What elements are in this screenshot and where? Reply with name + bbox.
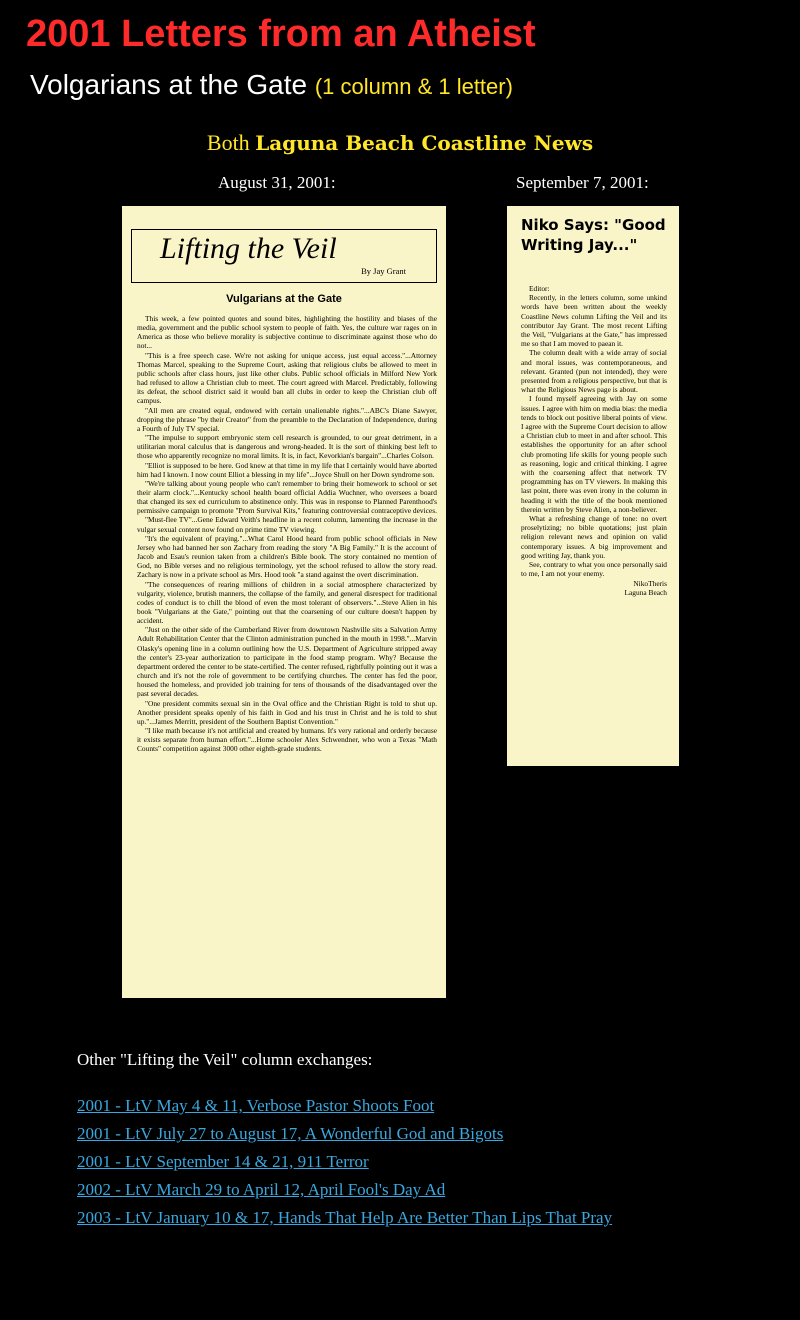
- column-paragraph: "We're talking about young people who can't remember to bring their homework to school or set their alarm clock."...Kentucky school health board official Addia Wuchner, who oversees a board that changed its sex ed curriculum to abstinence only. This was in response to Planned Parenthood's permissive campaign to promote "Prom Survival Kits," featuring controversial contraceptive devices.: [137, 478, 437, 516]
- column-paragraph: "The impulse to support embryonic stem cell research is grounded, to our great detriment, in a utilitarian moral calculus that is dangerous and wrong-headed. It is the sort of thinking best left to those who apparently recognize no moral limits. It is, in fact, Kevorkian's bargain"...Charles Colson.: [137, 433, 437, 461]
- letter-body: [521, 284, 667, 597]
- masthead-title: Lifting the Veil: [160, 232, 337, 265]
- letter-signature-name: NikoTheris: [633, 578, 667, 588]
- list-item: [77, 1179, 612, 1207]
- source-name: Laguna Beach Coastline News: [255, 131, 594, 155]
- exchanges-link-list: [77, 1095, 612, 1235]
- letter-paragraph: What a refreshing change of tone: no overt proselytizing; no bible quotations; just plain religion relevant news and opinion on valid contemporary issues. A big improvement and good writing Jay, thank you.: [521, 514, 667, 560]
- letter-headline: Niko Says: "Good Writing Jay...": [521, 216, 666, 254]
- column-body: [137, 314, 437, 754]
- column-paragraph: This week, a few pointed quotes and sound bites, highlighting the hostility and biases of the media, government and the public school system to people of faith. Yes, the culture war rages on in America as those who believe morality is subjective continue to discriminate against those who do not...: [137, 314, 437, 351]
- source-line: [0, 129, 800, 157]
- exchange-link-2001-september[interactable]: 2001 - LtV September 14 & 21, 911 Terror: [77, 1152, 369, 1171]
- date-right: September 7, 2001:: [516, 173, 649, 192]
- column-clipping: [122, 206, 446, 998]
- exchange-link-2002-march[interactable]: 2002 - LtV March 29 to April 12, April Fool's Day Ad: [77, 1180, 446, 1199]
- column-paragraph: "I like math because it's not artificial and created by humans. It's very rational and orderly because it exists separate from human effort."...Home schooler Alex Schwendner, who won a Texas "Math Counts" competition against 3000 other eighth-grade students.: [137, 726, 437, 754]
- letter-paragraph: The column dealt with a wide array of social and moral issues, was contemporaneous, and relevant. Granted (pun not intended), they were presented from a religious perspective, but that is what the Religious News page is about.: [521, 348, 667, 395]
- letter-signature-city: Laguna Beach: [624, 587, 667, 597]
- exchanges-heading: Other "Lifting the Veil" column exchanges:: [77, 1050, 373, 1069]
- exchange-link-2003-january[interactable]: 2003 - LtV January 10 & 17, Hands That Help Are Better Than Lips That Pray: [77, 1208, 613, 1227]
- list-item: [77, 1207, 612, 1235]
- column-paragraph: "This is a free speech case. We're not asking for unique access, just equal access."...Attorney Thomas Marcel, speaking to the Supreme Court, asking that religious clubs be allowed to meet in public schools after class hours, just like other clubs. Public school officials in Milford New York had refused to allow a Christian club to meet. The court agreed with Marcel. Predictably, following its defeat, the school district said it would ban all clubs in order to keep the Christian club off campus.: [137, 350, 437, 406]
- column-paragraph: "It's the equivalent of praying."...What Carol Hood heard from public school officials in New Jersey who had banned her son Zachary from reading the story "A Big Family." It is the account of Jacob and Esau's reunion taken from a children's Bible book. The story contained no mention of God, no Bible verses and no religious terminology, yet the school refused to allow the story read. Zachary is now in a private school as Mrs. Hood took "a stand against the overt discrimination.: [137, 533, 437, 580]
- subtitle-text: Volgarians at the Gate: [30, 69, 308, 100]
- source-prefix: Both: [206, 130, 250, 155]
- column-masthead: [131, 229, 437, 283]
- page-subtitle: [30, 68, 513, 104]
- column-paragraph: "Elliot is supposed to be here. God knew at that time in my life that I certainly would have aborted him had I known. I now count Elliot a blessing in my life"...Joyce Shull on her Down syndrome son.: [137, 460, 437, 479]
- list-item: [77, 1123, 612, 1151]
- letter-paragraph: Recently, in the letters column, some unkind words have been written about the weekly Coastline News column Lifting the Veil and its contributor Jay Grant. The most recent Lifting the Veil, "Vulgarians at the Gate," has impressed me so that I am moved to paean it.: [521, 293, 667, 349]
- column-headline: Vulgarians at the Gate: [226, 293, 342, 305]
- list-item: [77, 1151, 612, 1179]
- column-paragraph: "One president commits sexual sin in the Oval office and the Christian Right is told to shut up. Another president speaks openly of his faith in God and his trust in Christ and he is told to shut up."...James Merritt, president of the Southern Baptist Convention.": [137, 698, 437, 726]
- column-byline: By Jay Grant: [361, 266, 406, 276]
- column-paragraph: "All men are created equal, endowed with certain unalienable rights."...ABC's Diane Sawyer, dropping the phrase "by their Creator" from the preamble to the Declaration of Independence, during a Fourth of July TV special.: [137, 405, 437, 433]
- exchange-link-2001-may[interactable]: 2001 - LtV May 4 & 11, Verbose Pastor Shoots Foot: [77, 1096, 435, 1115]
- column-paragraph: "The consequences of rearing millions of children in a social atmosphere characterized by vulgarity, violence, brutish manners, the collapse of the family, and general disrespect for traditional codes of conduct is to chill the blood of even the most tolerant of observers."...Steve Alien in his book "Vulgarians at the Gate," pointing out that the coarsening of our culture doesn't happen by accident.: [137, 579, 437, 626]
- page-title: 2001 Letters from an Atheist: [26, 13, 536, 55]
- letter-paragraph: See, contrary to what you once personally said to me, I am not your enemy.: [521, 560, 667, 579]
- subtitle-note: (1 column & 1 letter): [314, 74, 513, 99]
- column-paragraph: "Must-flee TV"...Gene Edward Veith's headline in a recent column, lamenting the increase in the vulgar sexual content now found on prime time TV viewing.: [137, 515, 437, 534]
- letter-salutation: Editor:: [529, 284, 550, 293]
- letter-clipping: [507, 206, 679, 766]
- letter-paragraph: I found myself agreeing with Jay on some issues. I agree with him on media bias: the media tends to block out positive liberal points of view. I agree with the Supreme Court decision to allow a Christian club to meet in and after school. This establishes the opportunity for an after school club promoting life skills for young people such as reasoning, logic and critical thinking. I agree with the coarsening affect that network TV programming has on TV viewers. In making this last point, there was even irony in the column in heading it with the title of the book mentioned therein written by Steve Alien, a non-believer.: [521, 394, 667, 514]
- list-item: [77, 1095, 612, 1123]
- column-paragraph: "Just on the other side of the Cumberland River from downtown Nashville sits a Salvation Army Adult Rehabilitation Center that the Clinton administration punched in the mouth in 1998."...Marvin Olasky's opening line in a column outlining how the U.S. Department of Agriculture stripped away the center's 23-year authorization to participate in the food stamp program. Why? Because the department ordered the center to be state-certified. The center refused, rightfully pointing out it was a church and it's not the role of government to be certifying churches. The center has fed the poor, housed the homeless, and provided job training for tens of thousands of the disadvantaged over the past several decades.: [137, 625, 437, 699]
- exchange-link-2001-july[interactable]: 2001 - LtV July 27 to August 17, A Wonderful God and Bigots: [77, 1124, 504, 1143]
- date-left: August 31, 2001:: [218, 173, 336, 192]
